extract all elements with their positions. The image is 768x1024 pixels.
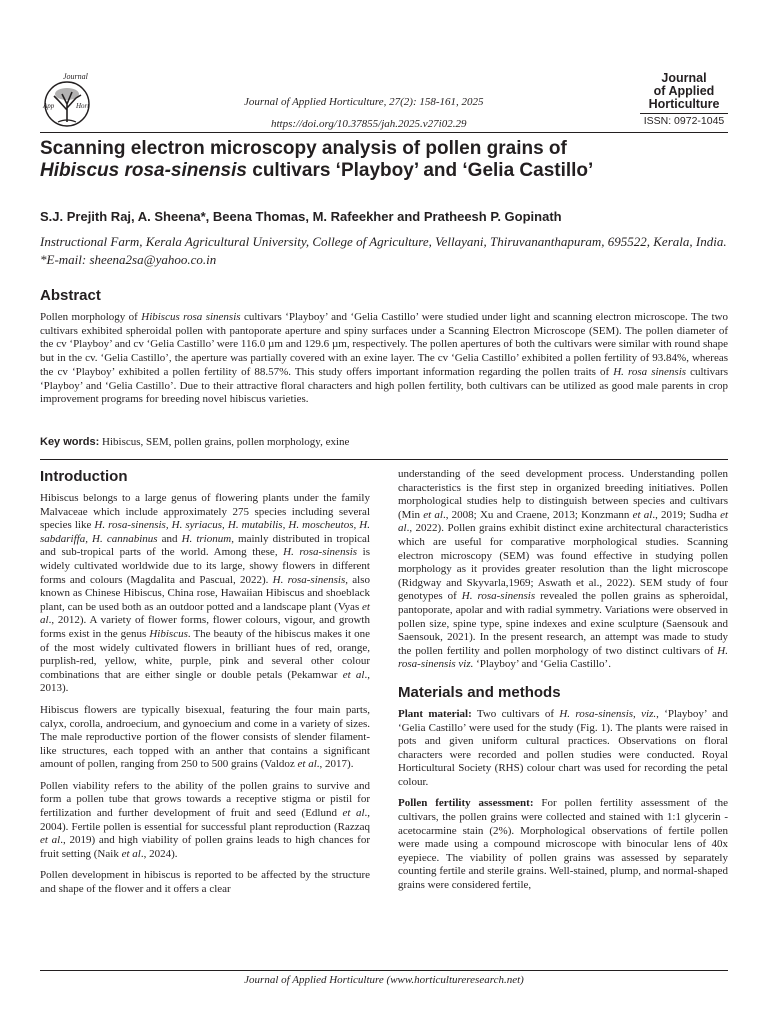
affiliation: Instructional Farm, Kerala Agricultural University, College of Agriculture, Vellayani, Thiruvananthapuram, 695522, Kerala, India. *E-mail: sheena2sa@yahoo.co.in xyxy=(40,234,727,267)
author-list: S.J. Prejith Raj, A. Sheena*, Beena Thomas, M. Rafeekher and Pratheesh P. Gopinath xyxy=(40,209,562,224)
journal-name-line: Horticulture xyxy=(648,97,720,111)
header-citation: Journal of Applied Horticulture, 27(2): 158-161, 2025 xyxy=(244,96,484,108)
plant-material-paragraph: Plant material: Two cultivars of H. rosa-sinensis, viz., ‘Playboy’ and ‘Gelia Castillo’ were used for the study (Fig. 1). The plants were raised in pots and given uniform cultural practices. Observations on floral characters were recorded and pollen studies were conducted. Royal Horticultural Society (RHS) colour chart was used for recording the petal colour. xyxy=(398,707,728,788)
right-column xyxy=(398,468,728,901)
keywords-divider xyxy=(40,459,728,460)
journal-name-divider xyxy=(640,113,728,114)
logo-text-left: App xyxy=(43,102,55,110)
intro-paragraph-5: understanding of the seed development process. Understanding pollen characteristics is the first step in organized breeding initiatives. Pollen morphological studies help to distinguish between species and cultivars (Min et al., 2008; Xu and Craene, 2013; Konzmann et al., 2019; Sudha et al., 2022). Pollen grains exhibit distinct exine architectural characteristics which are useful for comparative morphological studies. Scanning electron microscopy (SEM) was found effective in studying pollen morphology as it provides greater resolution than the light microscope (Ridgway and Skyvarla,1969; Aswath et al., 2022). SEM study of four genotypes of H. rosa-sinensis revealed the pollen grains as spheroidal, pantoporate, apolar and with radial symmetry. Variations were observed in pollen size, spine type, spine indexes and exine sculpture (Saensouk and Saensouk, 2021). In the present research, an attempt was made to study the pollen fertility and pollen morphology of two distinct cultivars of H. rosa-sinensis viz. ‘Playboy’ and ‘Gelia Castillo’. xyxy=(398,468,729,671)
abstract-species: H. rosa sinensis xyxy=(613,365,687,378)
intro-paragraph-4: Pollen development in hibiscus is reported to be affected by the structure and shape of the flower and it offers a clear xyxy=(40,869,370,896)
journal-name-box xyxy=(640,72,728,127)
abstract-span: cultivars ‘Playboy’ and ‘Gelia Castillo’. Due to their attractive floral characters and high pollen fertility, both cultivars can be utilized as good male parents in crop improvement programs for breeding novel hibiscus varieties. xyxy=(40,365,728,406)
intro-paragraph-3: Pollen viability refers to the ability of the pollen grains to survive and form a pollen tube that grows towards a receptive stigma or pistil for fertilization and further development of fruit and seed (Edlund et al., 2004). Fertile pollen is essential for successful plant reproduction (Razzaq et al., 2019) and high viability of pollen grains leads to high chances for fruit setting (Naik et al., 2024). xyxy=(40,779,371,860)
introduction-heading: Introduction xyxy=(40,468,128,485)
keywords-label: Key words: xyxy=(40,436,100,448)
keywords xyxy=(40,436,349,448)
footer-divider xyxy=(40,970,728,971)
logo-text-right: Hort xyxy=(76,102,90,110)
header-doi[interactable]: https://doi.org/10.37855/jah.2025.v27i02.29 xyxy=(271,118,467,130)
abstract-heading: Abstract xyxy=(40,287,101,304)
logo-text-top: Journal xyxy=(63,72,88,81)
title-line-2: cultivars ‘Playboy’ and ‘Gelia Castillo’ xyxy=(246,160,594,181)
journal-name-line: Journal xyxy=(661,71,707,85)
abstract-species: Hibiscus rosa sinensis xyxy=(141,311,241,323)
abstract-span: cultivars ‘Playboy’ and ‘Gelia Castillo’ were studied under light and scanning electron microscope. The two cultivars exhibited spheroidal pollen with pantoporate aperture and spiny surfaces under a Scanning Electron Microscope (SEM). The pollen diameter of the cv ‘Playboy’ and cv ‘Gelia Castillo’ were 116.0 µm and 129.6 µm, respectively. The pollen apertures of both the cultivars were similar with round shape but in the cv. ‘Gelia Castillo’, the aperture was partially covered with an exine layer. The cv ‘Gelia Castillo’ exhibited a pollen fertility of 93.84%, whereas the cv ‘Playboy’ exhibited a pollen fertility of 88.57%. This study offers important information regarding the pollen traits of xyxy=(40,311,728,378)
journal-logo xyxy=(36,70,98,132)
keywords-text: Hibiscus, SEM, pollen grains, pollen morphology, exine xyxy=(99,436,350,448)
abstract-text xyxy=(40,311,728,407)
pollen-fertility-label: Pollen fertility assessment: xyxy=(398,797,534,810)
article-title xyxy=(40,138,740,182)
title-line-1: Scanning electron microscopy analysis of pollen grains of xyxy=(40,138,567,159)
header-divider xyxy=(40,132,728,133)
abstract-span: Pollen morphology of xyxy=(40,311,142,323)
issn: ISSN: 0972-1045 xyxy=(643,115,725,127)
title-species: Hibiscus rosa-sinensis xyxy=(40,160,247,181)
footer-text: Journal of Applied Horticulture (www.horticultureresearch.net) xyxy=(244,974,524,986)
journal-name-line: of Applied xyxy=(653,84,715,98)
intro-paragraph-1: Hibiscus belongs to a large genus of flowering plants under the family Malvaceae which include approximately 275 species including several species like H. rosa-sinensis, H. syriacus, H. mutabilis, H. moscheutos, H. sabdariffa, H. cannabinus and H. trionum, mainly distributed in tropical and sub-tropical parts of the world. Among these, H. rosa-sinensis is widely cultivated worldwide due to its large, showy flowers in different forms and colours (Magdalita and Pascual, 2022). H. rosa-sinensis, also known as Chinese Hibiscus, China rose, Hawaiian Hibiscus and shoeblack plant, can be used both as an outdoor potted and a landscape plant (Vyas et al., 2012). A variety of flower forms, flower colours, vigour, and growth forms exist in the genus Hibiscus. The beauty of the hibiscus makes it one of the most widely cultivated flowers in brilliant hues of red, orange, purplish-red, yellow, white, purple, pink and several other colour combinations that are either single or double petals (Pekamwar et al., 2013). xyxy=(40,492,371,695)
left-column xyxy=(40,468,370,905)
pollen-fertility-paragraph: Pollen fertility assessment: For pollen fertility assessment of the cultivars, the pollen grains were collected and stained with 1:1 glycerin - acetocarmine stain (2%). Morphological observations of fertile pollen were made using a compound microscope with binocular lens of 40x eyepiece. The viability of pollen grains was assessed by separately counting fertile and sterile grains. Well-stained, plump, and normal-shaped grains were considered fertile, xyxy=(398,797,728,892)
intro-paragraph-2: Hibiscus flowers are typically bisexual, featuring the four main parts, calyx, corolla, androecium, and gynoecium and come in a variety of sizes. The male reproductive portion of the flower consists of slender filament-like structures, each topped with an anther that contains a significant amount of pollen, ranging from 250 to 500 grains (Valdoz et al., 2017). xyxy=(40,703,370,771)
methods-heading: Materials and methods xyxy=(398,683,561,701)
plant-material-label: Plant material: xyxy=(398,707,472,720)
